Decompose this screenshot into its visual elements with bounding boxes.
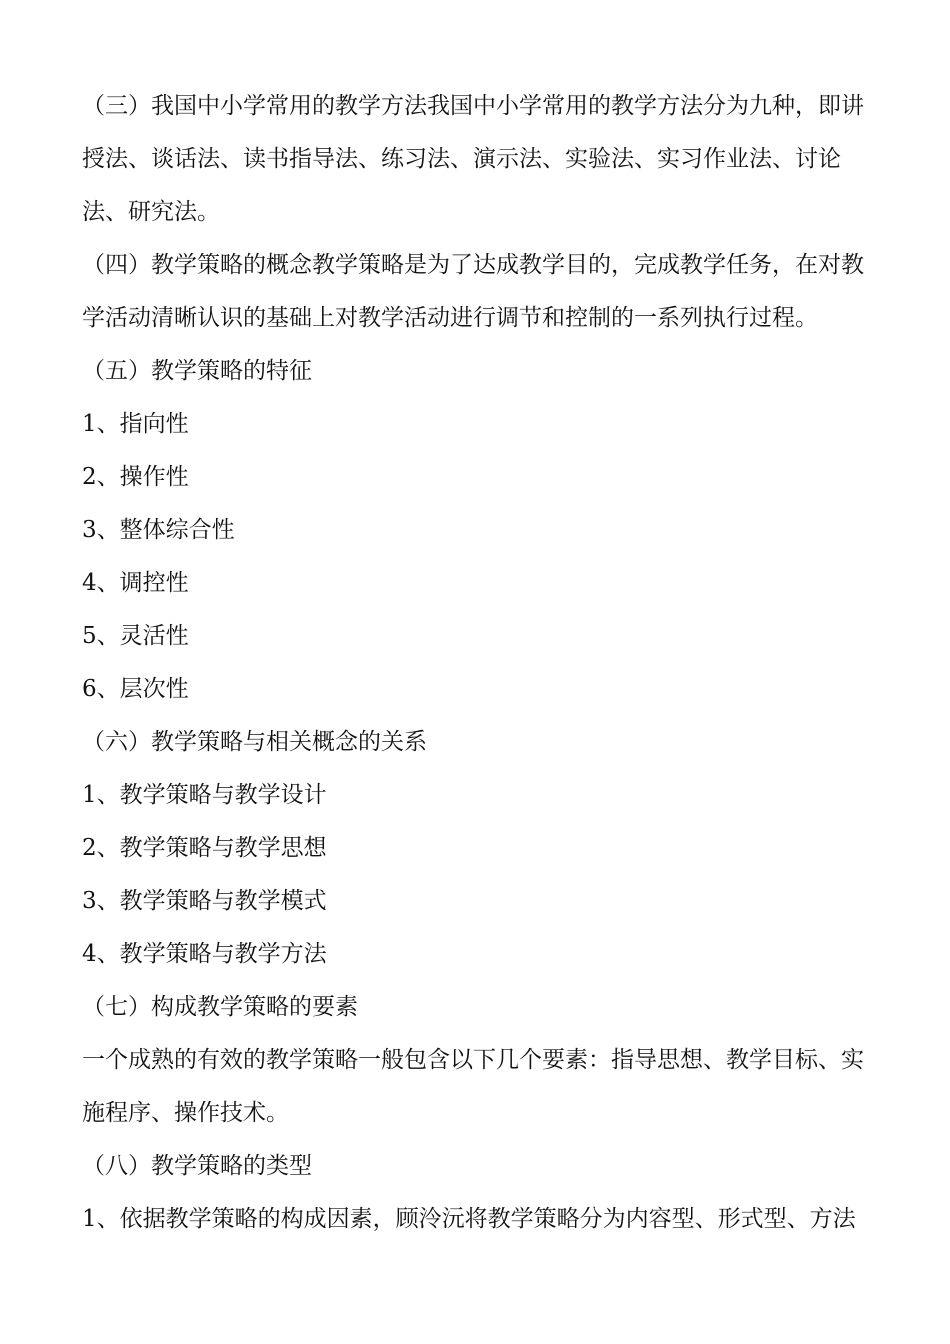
list-item: 4、调控性: [82, 570, 189, 596]
paragraph-section-3: （三）我国中小学常用的教学方法我国中小学常用的教学方法分为九种，即讲授法、谈话法、读书指导法、练习法、演示法、实验法、实习作业法、讨论法、研究法。: [82, 93, 864, 225]
list-item: 5、灵活性: [82, 623, 189, 649]
list-item: 4、教学策略与教学方法: [82, 941, 327, 967]
heading-section-8: （八）教学策略的类型: [82, 1153, 312, 1179]
list-item: 1、依据教学策略的构成因素，顾泠沅将教学策略分为内容型、形式型、方法: [82, 1206, 856, 1232]
list-item: 3、教学策略与教学模式: [82, 888, 327, 914]
document-body: [82, 80, 878, 1246]
heading-section-7: （七）构成教学策略的要素: [82, 994, 358, 1020]
paragraph-section-4: （四）教学策略的概念教学策略是为了达成教学目的，完成教学任务，在对教学活动清晰认识的基础上对教学活动进行调节和控制的一系列执行过程。: [82, 252, 864, 331]
list-item: 6、层次性: [82, 676, 189, 702]
list-item: 2、教学策略与教学思想: [82, 835, 327, 861]
paragraph-elements: 一个成熟的有效的教学策略一般包含以下几个要素：指导思想、教学目标、实施程序、操作技术。: [82, 1047, 864, 1126]
list-item: 1、指向性: [82, 411, 189, 437]
list-item: 1、教学策略与教学设计: [82, 782, 327, 808]
heading-section-6: （六）教学策略与相关概念的关系: [82, 729, 427, 755]
list-item: 2、操作性: [82, 464, 189, 490]
list-item: 3、整体综合性: [82, 517, 235, 543]
heading-section-5: （五）教学策略的特征: [82, 358, 312, 384]
